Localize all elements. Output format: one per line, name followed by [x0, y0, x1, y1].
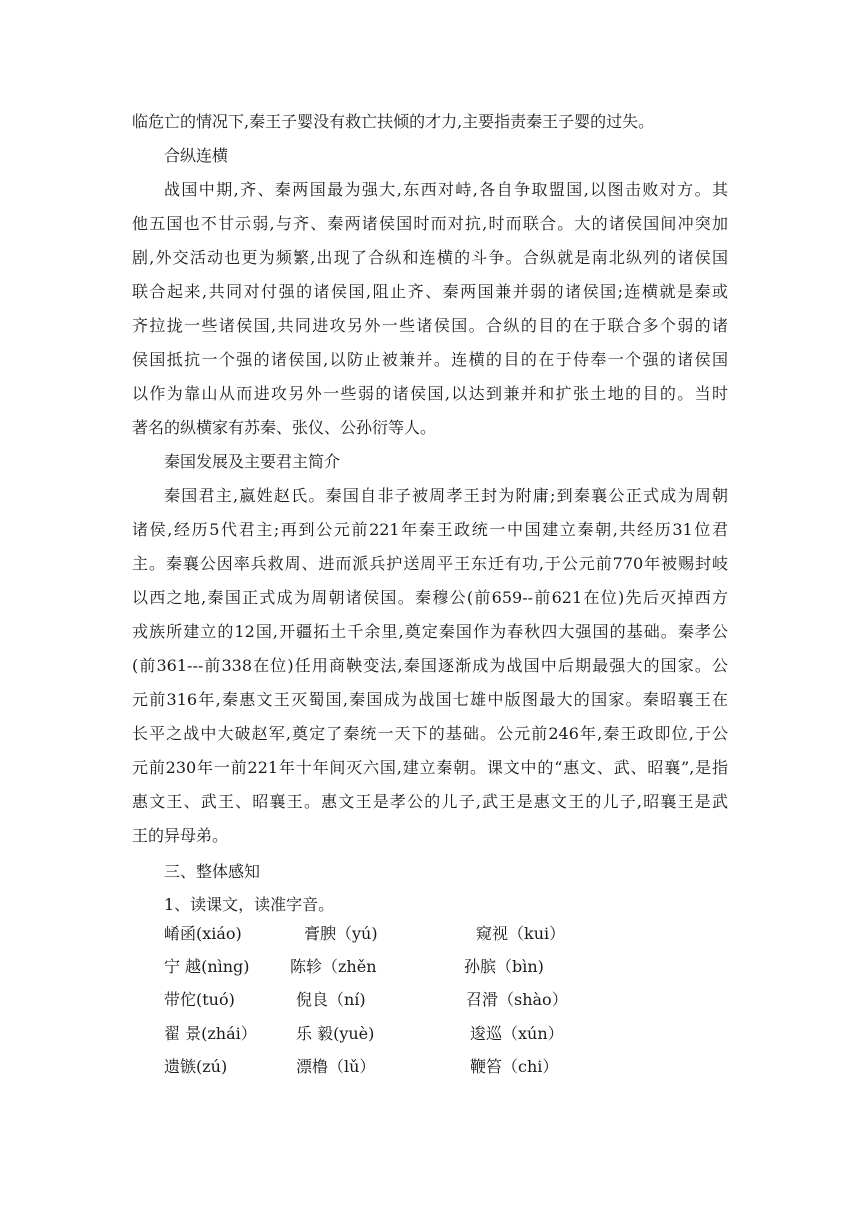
text-line: 诸侯,经历5代君主;再到公元前221年秦王政统一中国建立秦朝,共经历31位君: [132, 520, 728, 539]
text-line: 以西之地,秦国正式成为周朝诸侯国。秦穆公(前659--前621在位)先后灭掉西方: [132, 588, 728, 607]
pinyin-row: [164, 986, 728, 1014]
text-line: 王的异母弟。: [132, 826, 229, 845]
pinyin-item: 倪良（ní): [296, 990, 366, 1009]
section-heading-hezong-lianheng: 合纵连横: [164, 146, 229, 165]
text-line: 侯国抵抗一个强的诸侯国,以防止被兼并。连横的目的在于侍奉一个强的诸侯国: [132, 350, 728, 369]
text-line: 秦国君主,嬴姓赵氏。秦国自非子被周孝王封为附庸;到秦襄公正式成为周朝: [164, 486, 728, 505]
pinyin-item: 召滑（shào）: [466, 990, 568, 1009]
text-line: (前361---前338在位)任用商鞅变法,秦国逐渐成为战国中后期最强大的国家。公: [132, 656, 728, 675]
section-heading-qin-kings: 秦国发展及主要君主简介: [164, 452, 341, 471]
pinyin-row: [164, 1053, 728, 1081]
task-heading-read-text: 1、读课文，读准字音。: [164, 895, 335, 914]
text-line: 临危亡的情况下,秦王子婴没有救亡扶倾的才力,主要指责秦王子婴的过失。: [132, 112, 655, 131]
pinyin-item: 崤函(xiáo): [164, 924, 242, 943]
pinyin-item: 孙膑（bìn): [464, 957, 544, 976]
pinyin-item: 逡巡（xún）: [470, 1024, 564, 1043]
text-line: 著名的纵横家有苏秦、张仪、公孙衍等人。: [132, 418, 437, 437]
pinyin-item: 乐 毅(yuè): [296, 1024, 375, 1043]
text-line: 他五国也不甘示弱,与齐、秦两诸侯国时而对抗,时而联合。大的诸侯国间冲突加: [132, 214, 728, 233]
text-line: 齐拉拢一些诸侯国,共同进攻另外一些诸侯国。合纵的目的在于联合多个弱的诸: [132, 316, 728, 335]
pinyin-item: 漂橹（lǔ）: [296, 1057, 376, 1076]
pinyin-row: [164, 1020, 728, 1048]
pinyin-item: 鞭笞（chi）: [470, 1057, 559, 1076]
pinyin-item: 膏腴（yú): [304, 924, 378, 943]
pinyin-item: 遗镞(zú): [164, 1057, 228, 1076]
pinyin-row: [164, 953, 728, 981]
pinyin-item: 窥视（kui）: [476, 924, 566, 943]
pinyin-row: [164, 920, 728, 948]
pinyin-item: 宁 越(nìng): [164, 957, 250, 976]
pinyin-item: 翟 景(zhái）: [164, 1024, 257, 1043]
text-line: 主。秦襄公因率兵救周、进而派兵护送周平王东迁有功,于公元前770年被赐封岐: [132, 554, 728, 573]
section-heading-overall: 三、整体感知: [164, 862, 261, 881]
pinyin-item: 陈轸（zhěn: [290, 957, 377, 976]
text-line: 长平之战中大破赵军,奠定了秦统一天下的基础。公元前246年,秦王政即位,于公: [132, 724, 728, 743]
text-line: 元前230年一前221年十年间灭六国,建立秦朝。课文中的“惠文、武、昭襄”,是指: [132, 758, 728, 777]
text-line: 战国中期,齐、秦两国最为强大,东西对峙,各自争取盟国,以图击败对方。其: [164, 180, 728, 199]
pinyin-item: 带佗(tuó): [164, 990, 235, 1009]
text-line: 戎族所建立的12国,开疆拓土千余里,奠定秦国作为春秋四大强国的基础。秦孝公: [132, 622, 728, 641]
text-line: 联合起来,共同对付强的诸侯国,阻止齐、秦两国兼并弱的诸侯国;连横就是秦或: [132, 282, 728, 301]
text-line: 以作为靠山从而进攻另外一些弱的诸侯国,以达到兼并和扩张土地的目的。当时: [132, 384, 728, 403]
text-line: 剧,外交活动也更为频繁,出现了合纵和连横的斗争。合纵就是南北纵列的诸侯国: [132, 248, 728, 267]
text-line: 元前316年,秦惠文王灭蜀国,秦国成为战国七雄中版图最大的国家。秦昭襄王在: [132, 690, 728, 709]
text-line: 惠文王、武王、昭襄王。惠文王是孝公的儿子,武王是惠文王的儿子,昭襄王是武: [132, 792, 728, 811]
